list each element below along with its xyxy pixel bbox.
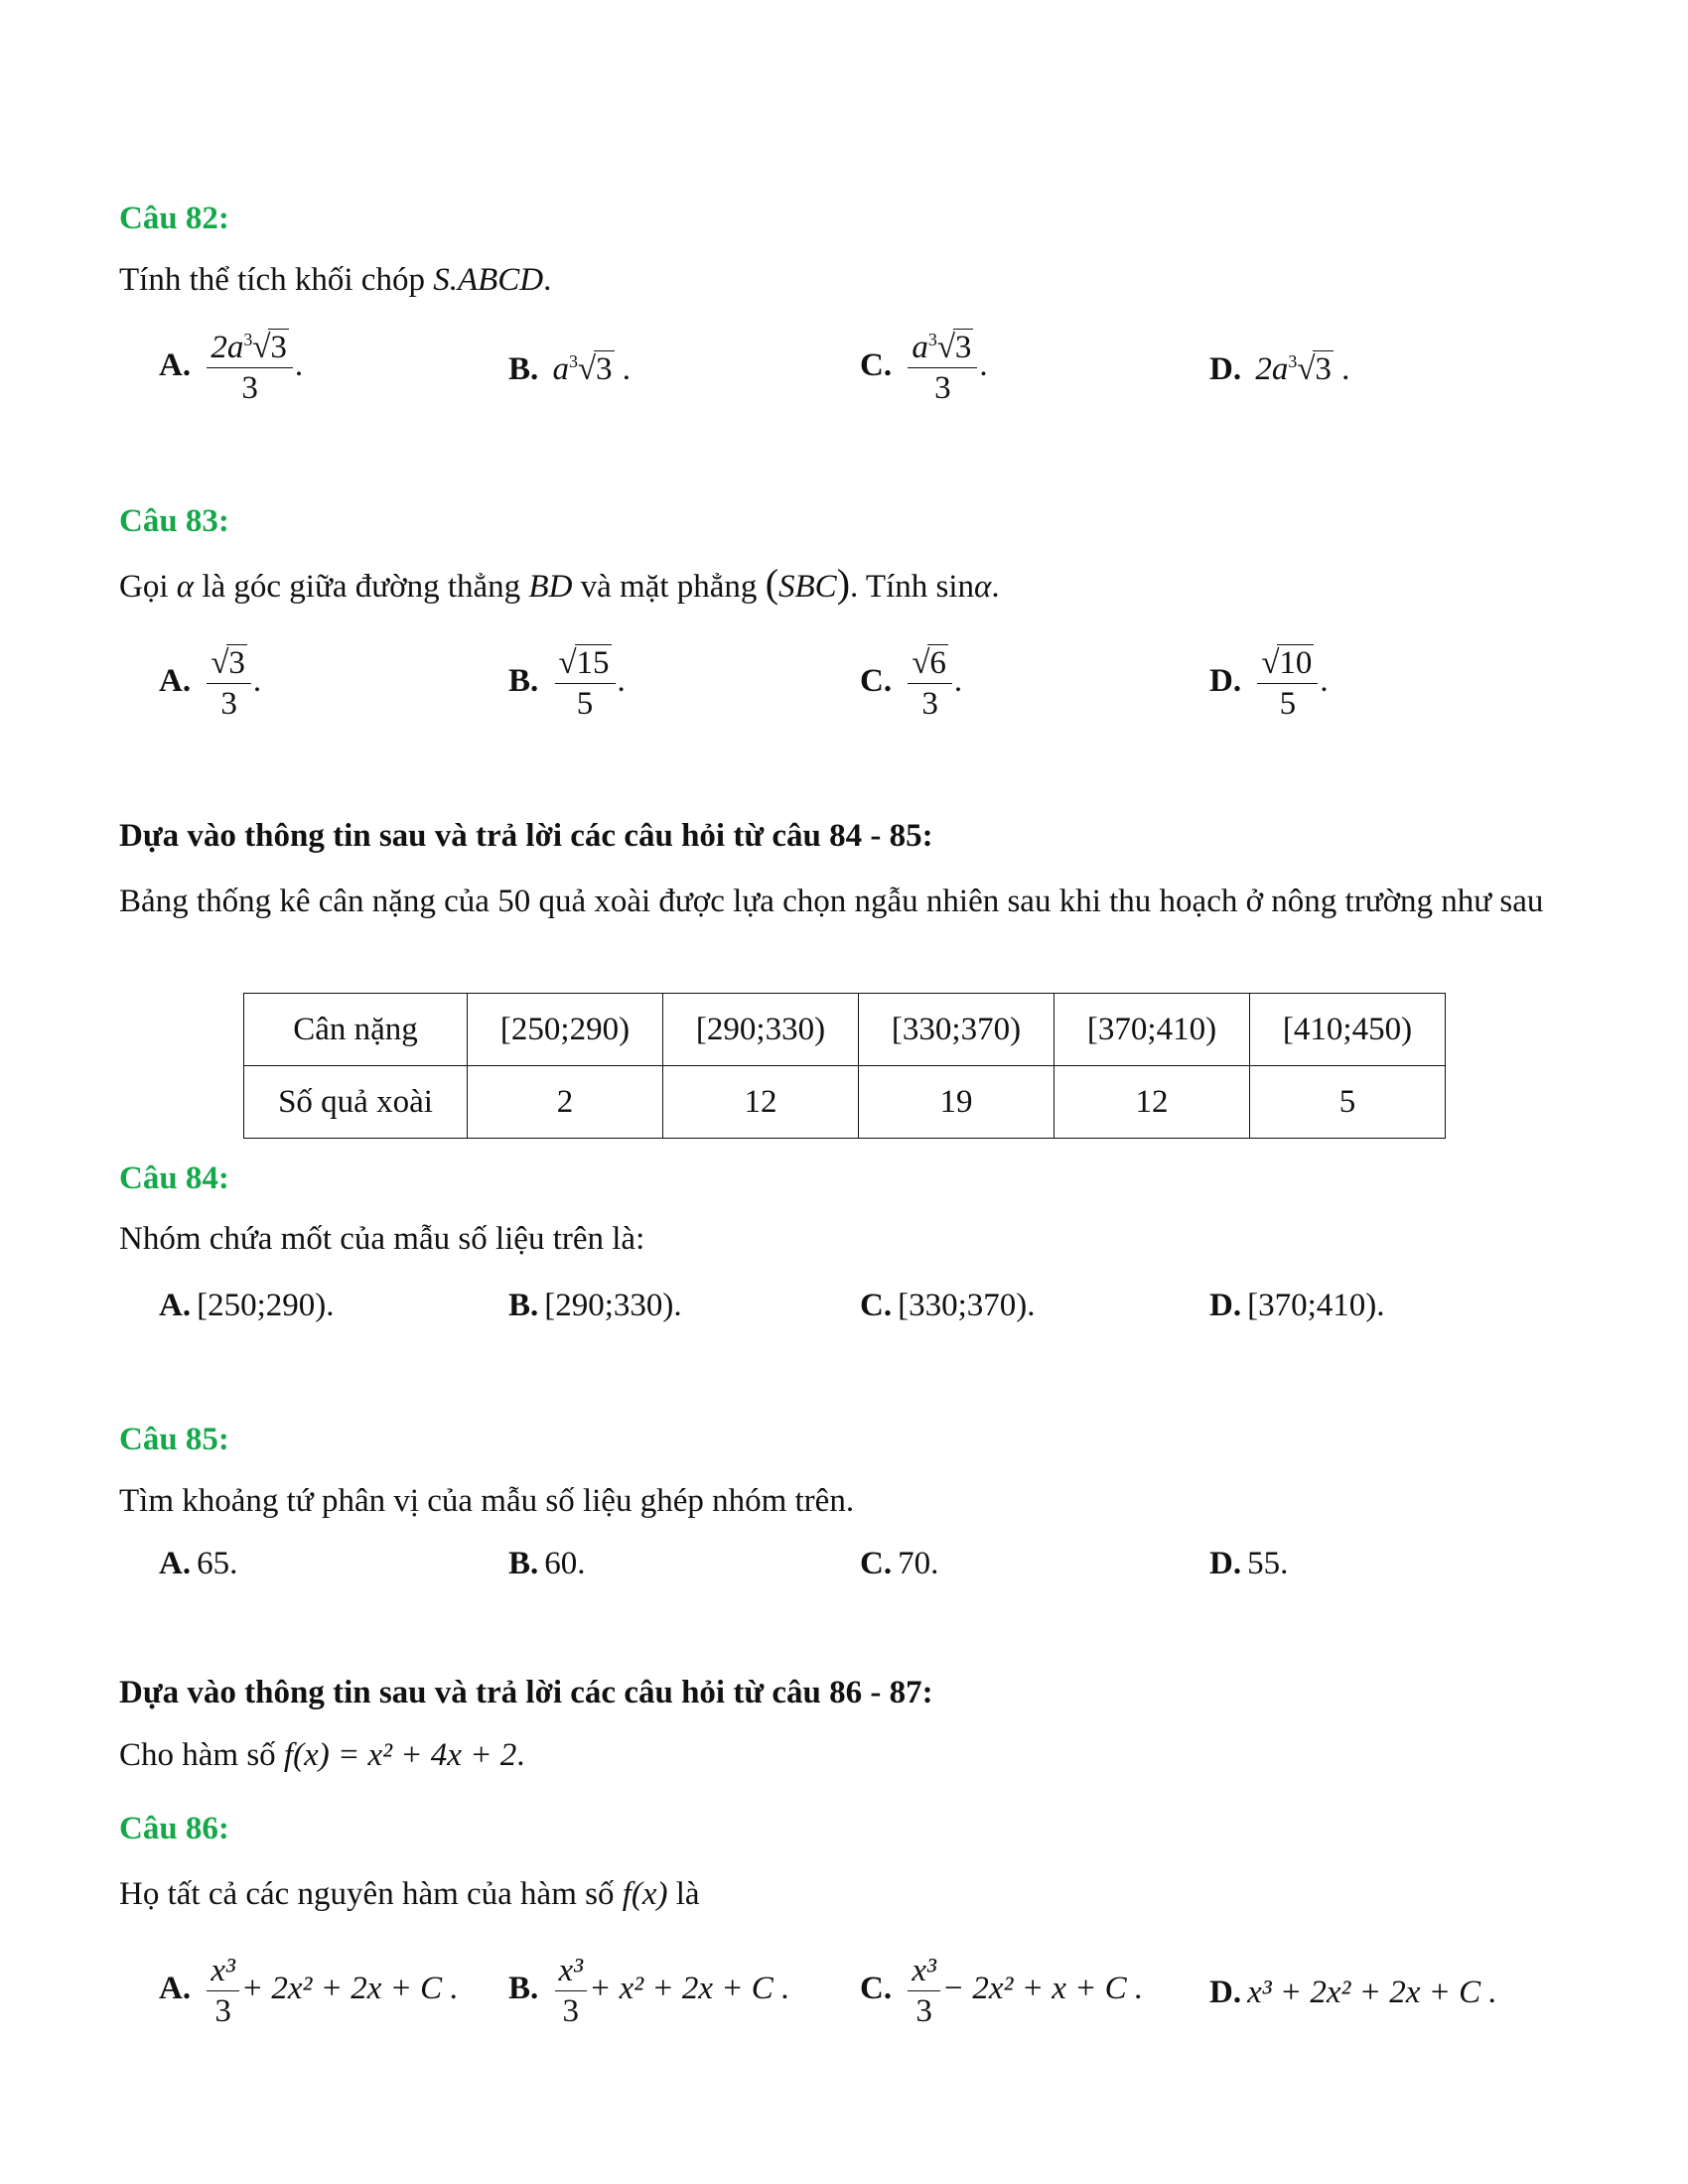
info-84-85-lead: Dựa vào thông tin sau và trả lời các câu hỏi từ câu 84 - 85:	[119, 818, 933, 854]
q85-stem: Tìm khoảng tứ phân vị của mẫu số liệu ghép nhóm trên.	[119, 1483, 855, 1519]
q82-option-c[interactable]: C. $\frac{a^3√ 3}{3}$ .	[860, 328, 988, 408]
table-cell: [290;330)	[663, 994, 859, 1066]
table-row	[244, 1066, 1446, 1139]
q84-option-d[interactable]: D. [370;410).	[1209, 1288, 1385, 1323]
q85-option-b[interactable]: B. 60.	[508, 1546, 586, 1581]
q84-title: Câu 84:	[119, 1160, 229, 1196]
table-cell: 19	[859, 1066, 1055, 1139]
table-cell: 5	[1250, 1066, 1446, 1139]
q83-option-c[interactable]: C. √ $\frac{6}{3}$ .	[860, 643, 962, 724]
table-row	[244, 994, 1446, 1066]
table-row-header: Cân nặng	[244, 994, 468, 1066]
q82-option-d[interactable]: D. $2a^3√$ 3 .	[1209, 349, 1349, 389]
q82-option-b[interactable]: B. $a^3√$ 3 .	[508, 349, 631, 389]
q86-option-b[interactable]: B. $\frac{\text{x³}}{3}$ + x² + 2x + C .	[508, 1953, 790, 2029]
table-cell: [410;450)	[1250, 994, 1446, 1066]
table-cell: [250;290)	[468, 994, 663, 1066]
info-84-85-text: Bảng thống kê cân nặng của 50 quả xoài được lựa chọn ngẫu nhiên sau khi thu hoạch ở nông trường như sau	[119, 884, 1544, 919]
q83-stem: Gọi α là góc giữa đường thẳng BD và mặt phẳng (SBC). Tính sinα.	[119, 561, 1000, 606]
q82-option-a[interactable]: A. $\frac{2a^3√ 3}{3}$ .	[159, 328, 303, 408]
info-86-87-text: Cho hàm số f(x) = x² + 4x + 2.	[119, 1737, 525, 1773]
q86-option-d[interactable]: D. x³ + 2x² + 2x + C .	[1209, 1975, 1497, 2010]
q86-stem: Họ tất cả các nguyên hàm của hàm số f(x) là	[119, 1876, 700, 1912]
q86-option-a[interactable]: A. $\frac{\text{x³}}{3}$ + 2x² + 2x + C .	[159, 1953, 459, 2029]
table-cell: 12	[1055, 1066, 1250, 1139]
q83-option-d[interactable]: D. √ $\frac{10}{5}$ .	[1209, 643, 1329, 724]
q85-option-d[interactable]: D. 55.	[1209, 1546, 1289, 1581]
mango-weight-table	[243, 993, 1446, 1139]
q82-stem: Tính thể tích khối chóp S.ABCD.	[119, 262, 552, 298]
q83-title: Câu 83:	[119, 503, 229, 539]
q82-title: Câu 82:	[119, 201, 229, 236]
table-cell: 12	[663, 1066, 859, 1139]
q85-title: Câu 85:	[119, 1422, 229, 1457]
info-86-87-lead: Dựa vào thông tin sau và trả lời các câu hỏi từ câu 86 - 87:	[119, 1675, 933, 1710]
q84-stem: Nhóm chứa mốt của mẫu số liệu trên là:	[119, 1221, 645, 1257]
q85-option-c[interactable]: C. 70.	[860, 1546, 939, 1581]
table-cell: 2	[468, 1066, 663, 1139]
q83-option-a[interactable]: A. √ $\frac{3}{3}$ .	[159, 643, 261, 724]
q84-option-c[interactable]: C. [330;370).	[860, 1288, 1036, 1323]
q86-title: Câu 86:	[119, 1811, 229, 1846]
q84-option-b[interactable]: B. [290;330).	[508, 1288, 682, 1323]
q84-option-a[interactable]: A. [250;290).	[159, 1288, 335, 1323]
q86-option-c[interactable]: C. $\frac{\text{x³}}{3}$ − 2x² + x + C .	[860, 1953, 1144, 2029]
table-cell: [330;370)	[859, 994, 1055, 1066]
q83-option-b[interactable]: B. √ $\frac{15}{5}$ .	[508, 643, 626, 724]
table-cell: [370;410)	[1055, 994, 1250, 1066]
q85-option-a[interactable]: A. 65.	[159, 1546, 238, 1581]
table-row-header: Số quả xoài	[244, 1066, 468, 1139]
